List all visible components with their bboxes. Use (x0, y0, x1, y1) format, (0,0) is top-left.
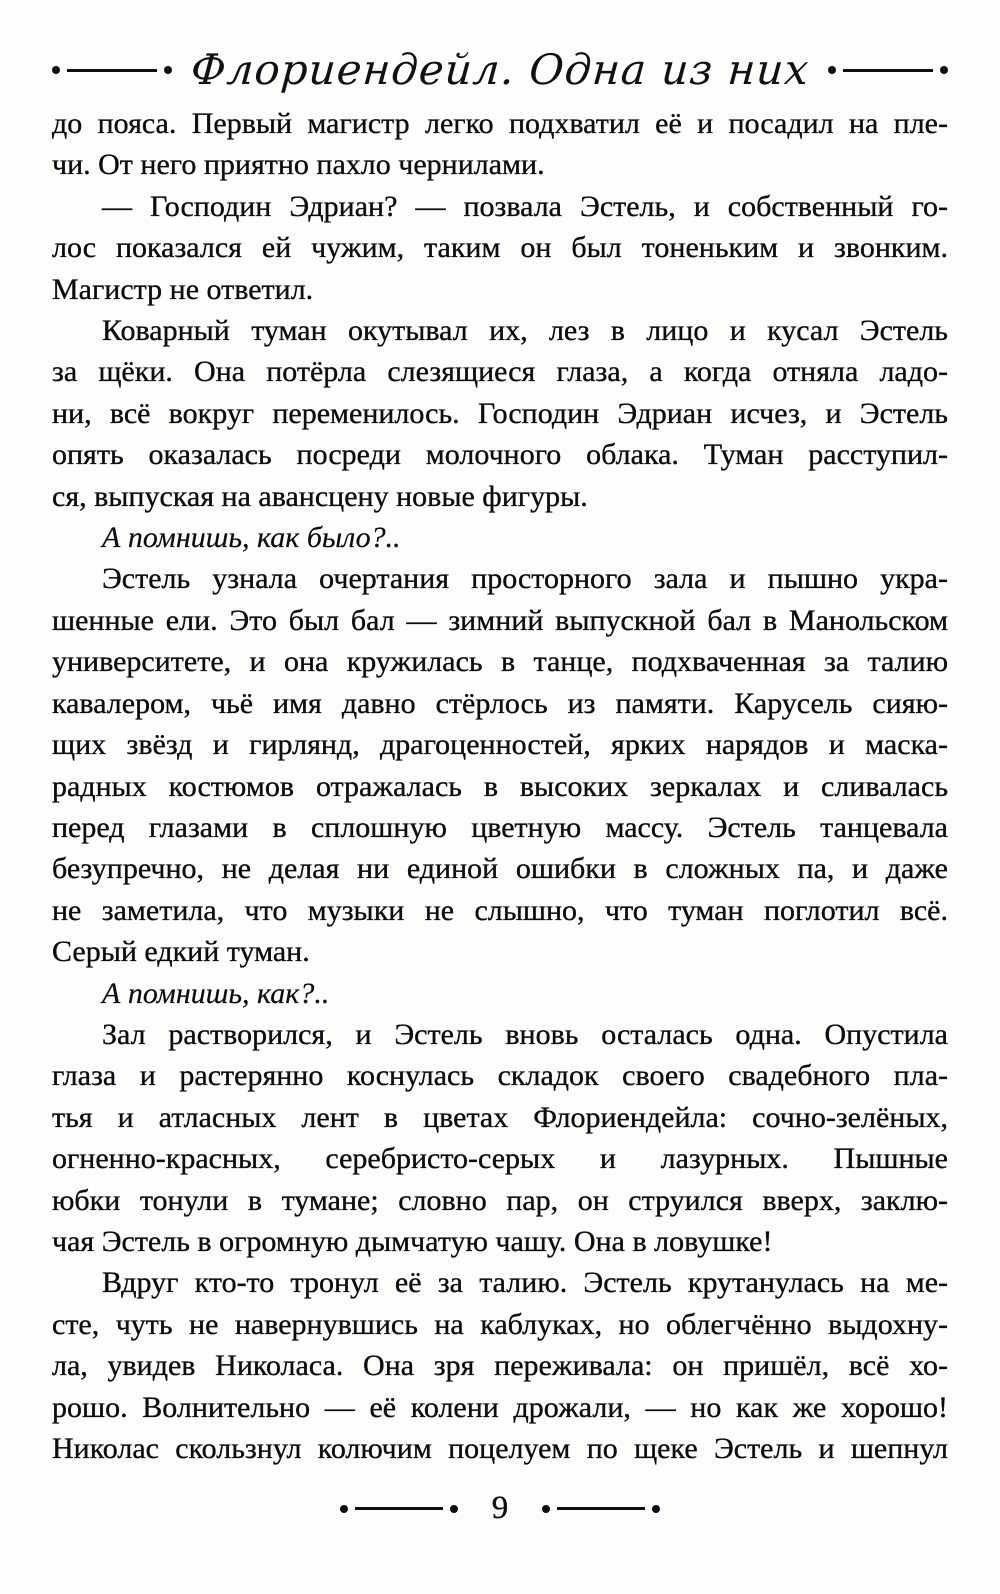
header-ornament-right (828, 66, 948, 74)
text-line: перед глазами в сплошную цветную массу. Эстель танцевала (52, 810, 948, 844)
page-footer (0, 1492, 1000, 1525)
text-line: безупречно, не делая ни единой ошибки в сложных па, и даже (52, 852, 948, 886)
ornament-dot-icon (450, 1505, 458, 1513)
header-ornament-left (52, 66, 172, 74)
text-line: опять оказалась посреди молочного облака. Туман расступил- (52, 438, 948, 472)
ornament-dot-icon (340, 1505, 348, 1513)
ornament-dot-icon (52, 66, 60, 74)
page-text (52, 103, 948, 1469)
text-line: чи. От него приятно пахло чернилами. (52, 148, 545, 182)
ornament-dot-icon (828, 66, 836, 74)
text-line: не заметила, что музыки не слышно, что туман поглотил всё. (52, 893, 948, 927)
text-line: чая Эстель в огромную дымчатую чашу. Она в ловушке! (52, 1224, 773, 1258)
text-line: кавалером, чьё имя давно стёрлось из памяти. Карусель сияю- (52, 686, 948, 720)
text-line: за щёки. Она потёрла слезящиеся глаза, а когда отняла ладо- (52, 355, 948, 389)
ornament-rule (557, 1507, 645, 1510)
text-line: шенные ели. Это был бал — зимний выпускной бал в Манольском (52, 603, 948, 637)
text-line: рошо. Волнительно — её колени дрожали, — но как же хорошо! (52, 1390, 948, 1424)
book-title: Флориендейл. Одна из них (189, 45, 811, 94)
text-line: Вдруг кто-то тронул её за талию. Эстель крутанулась на ме- (102, 1266, 948, 1300)
ornament-dot-icon (940, 66, 948, 74)
text-line-italic: А помнишь, как?.. (102, 976, 330, 1010)
page-number: 9 (491, 1490, 509, 1526)
text-line: ся, выпуская на авансцену новые фигуры. (52, 479, 588, 513)
ornament-rule (843, 69, 933, 72)
text-line: Магистр не ответил. (52, 272, 314, 306)
text-line: Зал растворился, и Эстель вновь осталась одна. Опустила (102, 1017, 948, 1051)
text-line: лос показался ей чужим, таким он был тоненьким и звонким. (52, 231, 948, 265)
text-line: щих звёзд и гирлянд, драгоценностей, ярких нарядов и маска- (52, 728, 948, 762)
text-line: глаза и растерянно коснулась складок своего свадебного пла- (52, 1059, 948, 1093)
running-head (52, 28, 948, 112)
ornament-rule (67, 69, 157, 72)
text-line-italic: А помнишь, как было?.. (102, 521, 401, 555)
text-line: Эстель узнала очертания просторного зала и пышно укра- (102, 562, 948, 596)
text-line: Коварный туман окутывал их, лез в лицо и кусал Эстель (102, 314, 948, 348)
text-line: университете, и она кружилась в танце, подхваченная за талию (52, 645, 948, 679)
text-line: тья и атласных лент в цветах Флориендейла: сочно-зелёных, (52, 1100, 948, 1134)
text-line: ни, всё вокруг переменилось. Господин Эдриан исчез, и Эстель (52, 396, 948, 430)
text-line: радных костюмов отражалась в высоких зеркалах и сливалась (52, 769, 948, 803)
footer-ornament-right (542, 1505, 660, 1513)
text-line: юбки тонули в тумане; словно пар, он струился вверх, заклю- (52, 1183, 948, 1217)
text-line: до пояса. Первый магистр легко подхватил её и посадил на пле- (52, 107, 948, 140)
text-line: огненно-красных, серебристо-серых и лазурных. Пышные (52, 1142, 948, 1176)
footer-ornament-left (340, 1505, 458, 1513)
text-line: ла, увидев Николаса. Она зря переживала: он пришёл, всё хо- (52, 1349, 948, 1383)
text-line: Николас скользнул колючим поцелуем по щеке Эстель и шепнул (52, 1432, 948, 1465)
text-line: Серый едкий туман. (52, 935, 310, 969)
text-line: — Господин Эдриан? — позвала Эстель, и собственный го- (102, 189, 948, 223)
ornament-rule (355, 1507, 443, 1510)
text-line: сте, чуть не навернувшись на каблуках, но облегчённо выдохну- (52, 1307, 948, 1341)
ornament-dot-icon (164, 66, 172, 74)
ornament-dot-icon (652, 1505, 660, 1513)
ornament-dot-icon (542, 1505, 550, 1513)
